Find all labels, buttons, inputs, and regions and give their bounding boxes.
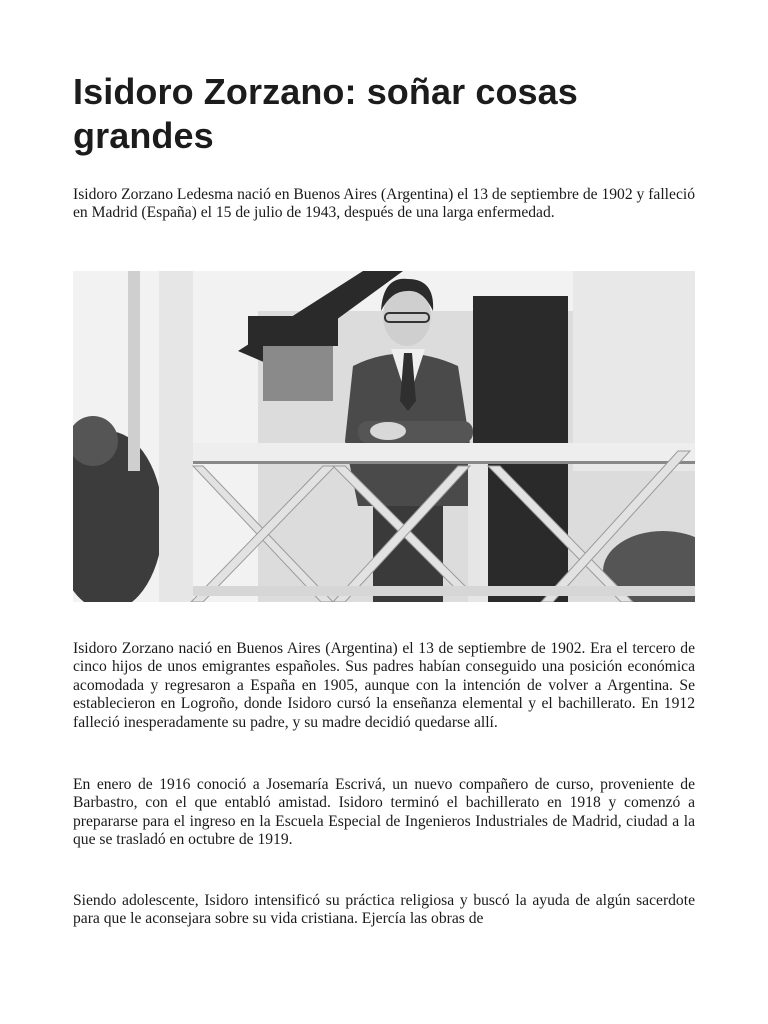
- portrait-photo: [73, 271, 695, 602]
- body-paragraph-2: En enero de 1916 conoció a Josemaría Escrivá, un nuevo compañero de curso, proveniente de Barbastro, con el que entabló amistad. Isidoro terminó el bachillerato en 1918 y comenzó a prepararse para el ingreso en la Escuela Especial de Ingenieros Industriales de Madrid, ciudad a la que se trasladó en octubre de 1919.: [73, 776, 695, 849]
- photo-rail-shadow: [193, 461, 695, 464]
- body-paragraph-3: Siendo adolescente, Isidoro intensificó su práctica religiosa y buscó la ayuda de algún sacerdote para que le aconsejara sobre su vida cristiana. Ejercía las obras de: [73, 892, 695, 928]
- portrait-photo-drawing: [73, 271, 695, 602]
- article-title: Isidoro Zorzano: soñar cosas grandes: [73, 71, 578, 156]
- photo-awning: [248, 316, 338, 346]
- photo-rail-top: [193, 443, 695, 461]
- intro-paragraph: Isidoro Zorzano Ledesma nació en Buenos Aires (Argentina) el 13 de septiembre de 1902 y falleció en Madrid (España) el 15 de julio de 1943, después de una larga enfermedad.: [73, 186, 695, 222]
- photo-window: [263, 341, 333, 401]
- photo-post-back: [128, 271, 140, 471]
- photo-post-mid: [468, 446, 488, 602]
- photo-right-wall: [573, 271, 695, 471]
- photo-rail-bottom: [193, 586, 695, 596]
- body-paragraph-1: Isidoro Zorzano nació en Buenos Aires (Argentina) el 13 de septiembre de 1902. Era el tercero de cinco hijos de unos emigrantes españoles. Sus padres habían conseguido una posición económica acomodada y regresaron a España en 1905, aunque con la intención de volver a Argentina. Se establecieron en Logroño, donde Isidoro cursó la enseñanza elemental y el bachillerato. En 1912 falleció inesperadamente su padre, y su madre decidió quedarse allí.: [73, 640, 695, 731]
- photo-man-hand: [370, 422, 406, 440]
- photo-post-front: [159, 271, 193, 602]
